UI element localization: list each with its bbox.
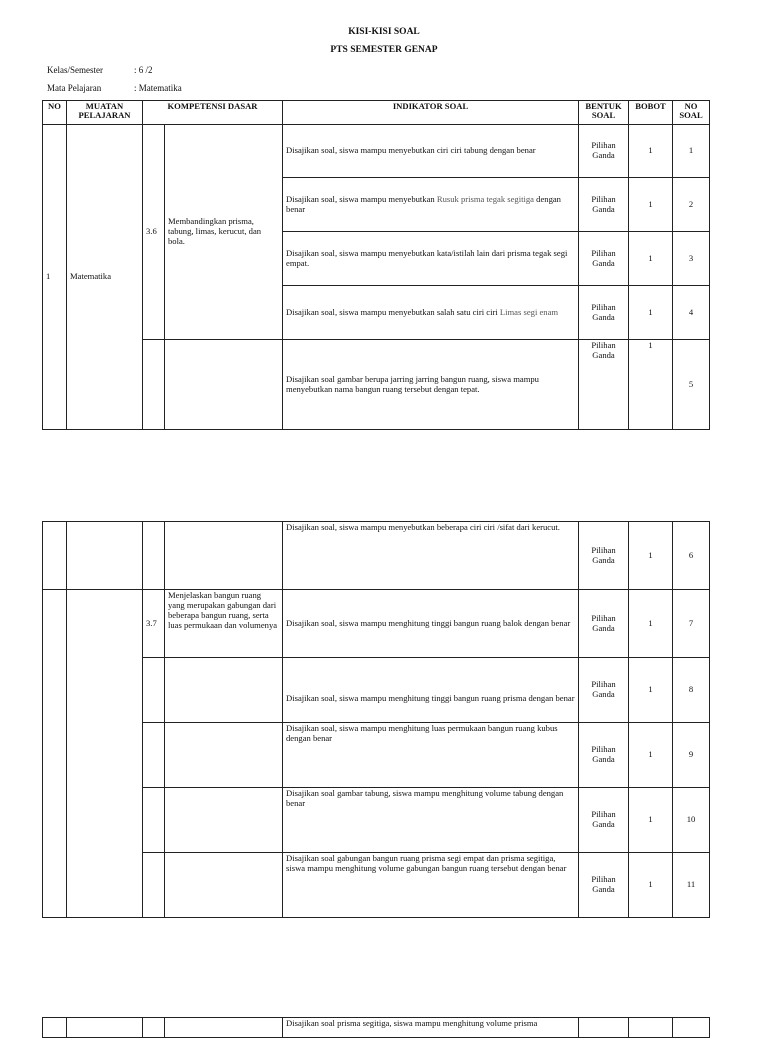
meta-mapel-label: Mata Pelajaran bbox=[47, 83, 102, 93]
header-bobot: BOBOT bbox=[629, 101, 673, 125]
kd-text-empty bbox=[165, 1018, 283, 1038]
kd-code-empty bbox=[143, 340, 165, 430]
header-muatan: MUATAN PELAJARAN bbox=[67, 101, 143, 125]
no-soal-cell: 1 bbox=[673, 125, 710, 178]
kd-code-empty bbox=[143, 1018, 165, 1038]
cell-muatan: Matematika bbox=[67, 125, 143, 430]
kd-text-empty bbox=[165, 788, 283, 853]
kd-text: Membandingkan prisma, tabung, limas, kerucut, dan bola. bbox=[165, 125, 283, 340]
indikator-cell: Disajikan soal gambar berupa jarring jarring bangun ruang, siswa mampu menyebutkan nama bangun ruang tersebut dengan tepat. bbox=[283, 340, 579, 430]
kd-code-empty bbox=[143, 522, 165, 590]
no-soal-cell: 5 bbox=[673, 340, 710, 430]
cell-muatan-empty bbox=[67, 590, 143, 918]
indikator-cell: Disajikan soal, siswa mampu menghitung luas permukaan bangun ruang kubus dengan benar bbox=[283, 723, 579, 788]
no-soal-cell: 8 bbox=[673, 658, 710, 723]
no-soal-cell bbox=[673, 1018, 710, 1038]
kd-code-empty bbox=[143, 853, 165, 918]
table-row bbox=[43, 723, 710, 788]
bentuk-cell: Pilihan Ganda bbox=[579, 286, 629, 340]
document-subtitle: PTS SEMESTER GENAP bbox=[330, 45, 438, 55]
table-row bbox=[43, 788, 710, 853]
bentuk-cell: Pilihan Ganda bbox=[579, 340, 629, 430]
indikator-cell bbox=[283, 178, 579, 232]
indikator-cell: Disajikan soal, siswa mampu menyebutkan ciri ciri tabung dengan benar bbox=[283, 125, 579, 178]
table-row bbox=[43, 125, 710, 178]
bentuk-cell: Pilihan Ganda bbox=[579, 178, 629, 232]
kd-code: 3.7 bbox=[143, 590, 165, 658]
kisi-table-part-1 bbox=[42, 100, 710, 430]
cell-no-empty bbox=[43, 522, 67, 590]
table-header-row bbox=[43, 101, 710, 125]
indikator-cell bbox=[283, 286, 579, 340]
bentuk-cell: Pilihan Ganda bbox=[579, 232, 629, 286]
bentuk-cell: Pilihan Ganda bbox=[579, 853, 629, 918]
cell-muatan-empty bbox=[67, 522, 143, 590]
header-no: NO bbox=[43, 101, 67, 125]
no-soal-cell: 4 bbox=[673, 286, 710, 340]
bentuk-cell: Pilihan Ganda bbox=[579, 788, 629, 853]
indikator-cell: Disajikan soal, siswa mampu menghitung tinggi bangun ruang balok dengan benar bbox=[283, 590, 579, 658]
kd-code: 3.6 bbox=[143, 125, 165, 340]
bentuk-cell: Pilihan Ganda bbox=[579, 658, 629, 723]
bobot-cell: 1 bbox=[629, 522, 673, 590]
indikator-cell: Disajikan soal, siswa mampu menghitung tinggi bangun ruang prisma dengan benar bbox=[283, 658, 579, 723]
table-row bbox=[43, 522, 710, 590]
cell-muatan-empty bbox=[67, 1018, 143, 1038]
table-row bbox=[43, 1018, 710, 1038]
kd-text-empty bbox=[165, 658, 283, 723]
bobot-cell: 1 bbox=[629, 232, 673, 286]
no-soal-cell: 3 bbox=[673, 232, 710, 286]
indikator-cell: Disajikan soal gambar tabung, siswa mampu menghitung volume tabung dengan benar bbox=[283, 788, 579, 853]
no-soal-cell: 6 bbox=[673, 522, 710, 590]
indikator-cell: Disajikan soal, siswa mampu menyebutkan beberapa ciri ciri /sifat dari kerucut. bbox=[283, 522, 579, 590]
indikator-highlight: Limas segi enam bbox=[499, 306, 559, 317]
bentuk-cell bbox=[579, 1018, 629, 1038]
kd-text-empty bbox=[165, 853, 283, 918]
document-title: KISI-KISI SOAL bbox=[348, 27, 420, 37]
bobot-cell: 1 bbox=[629, 125, 673, 178]
bobot-cell: 1 bbox=[629, 340, 673, 430]
bobot-cell: 1 bbox=[629, 590, 673, 658]
cell-no-empty bbox=[43, 590, 67, 918]
cell-no: 1 bbox=[43, 125, 67, 430]
bobot-cell: 1 bbox=[629, 178, 673, 232]
kd-code-empty bbox=[143, 658, 165, 723]
kd-text-empty bbox=[165, 522, 283, 590]
bentuk-cell: Pilihan Ganda bbox=[579, 590, 629, 658]
meta-kelas-value: : 6 /2 bbox=[134, 65, 153, 75]
kd-code-empty bbox=[143, 788, 165, 853]
indikator-cell: Disajikan soal gabungan bangun ruang prisma segi empat dan prisma segitiga, siswa mampu menghitung volume gabungan bangun ruang tersebut dengan benar bbox=[283, 853, 579, 918]
no-soal-cell: 7 bbox=[673, 590, 710, 658]
kd-text-empty bbox=[165, 340, 283, 430]
indikator-cell: Disajikan soal, siswa mampu menyebutkan kata/istilah lain dari prisma tegak segi empat. bbox=[283, 232, 579, 286]
meta-kelas bbox=[47, 65, 153, 75]
header-kompetensi: KOMPETENSI DASAR bbox=[143, 101, 283, 125]
bobot-cell bbox=[629, 1018, 673, 1038]
kisi-table-part-3 bbox=[42, 1017, 710, 1038]
bentuk-cell: Pilihan Ganda bbox=[579, 522, 629, 590]
no-soal-cell: 9 bbox=[673, 723, 710, 788]
meta-kelas-label: Kelas/Semester bbox=[47, 65, 103, 75]
bentuk-cell: Pilihan Ganda bbox=[579, 723, 629, 788]
no-soal-cell: 10 bbox=[673, 788, 710, 853]
cell-no-empty bbox=[43, 1018, 67, 1038]
kd-text-empty bbox=[165, 723, 283, 788]
header-indikator: INDIKATOR SOAL bbox=[283, 101, 579, 125]
table-row bbox=[43, 853, 710, 918]
header-no-soal: NO SOAL bbox=[673, 101, 710, 125]
kd-code-empty bbox=[143, 723, 165, 788]
indikator-text: Disajikan soal, siswa mampu menyebutkan salah satu ciri ciri bbox=[286, 306, 500, 317]
bobot-cell: 1 bbox=[629, 286, 673, 340]
table-row bbox=[43, 340, 710, 430]
bobot-cell: 1 bbox=[629, 658, 673, 723]
kd-text: Menjelaskan bangun ruang yang merupakan gabungan dari beberapa bangun ruang, serta luas permukaan dan volumenya bbox=[165, 590, 283, 658]
kisi-table-part-2 bbox=[42, 521, 710, 918]
indikator-text: Disajikan soal, siswa mampu menyebutkan bbox=[286, 193, 437, 204]
indikator-text-end: dengan benar bbox=[286, 193, 561, 214]
table-row bbox=[43, 658, 710, 723]
indikator-highlight: Rusuk prisma tegak segitiga bbox=[436, 193, 535, 204]
table-row bbox=[43, 590, 710, 658]
bentuk-cell: Pilihan Ganda bbox=[579, 125, 629, 178]
meta-mapel-value: : Matematika bbox=[134, 83, 182, 93]
bobot-cell: 1 bbox=[629, 723, 673, 788]
header-bentuk: BENTUK SOAL bbox=[579, 101, 629, 125]
no-soal-cell: 2 bbox=[673, 178, 710, 232]
bobot-cell: 1 bbox=[629, 788, 673, 853]
no-soal-cell: 11 bbox=[673, 853, 710, 918]
meta-mapel bbox=[47, 83, 182, 93]
indikator-cell: Disajikan soal prisma segitiga, siswa mampu menghitung volume prisma bbox=[283, 1018, 579, 1038]
bobot-cell: 1 bbox=[629, 853, 673, 918]
